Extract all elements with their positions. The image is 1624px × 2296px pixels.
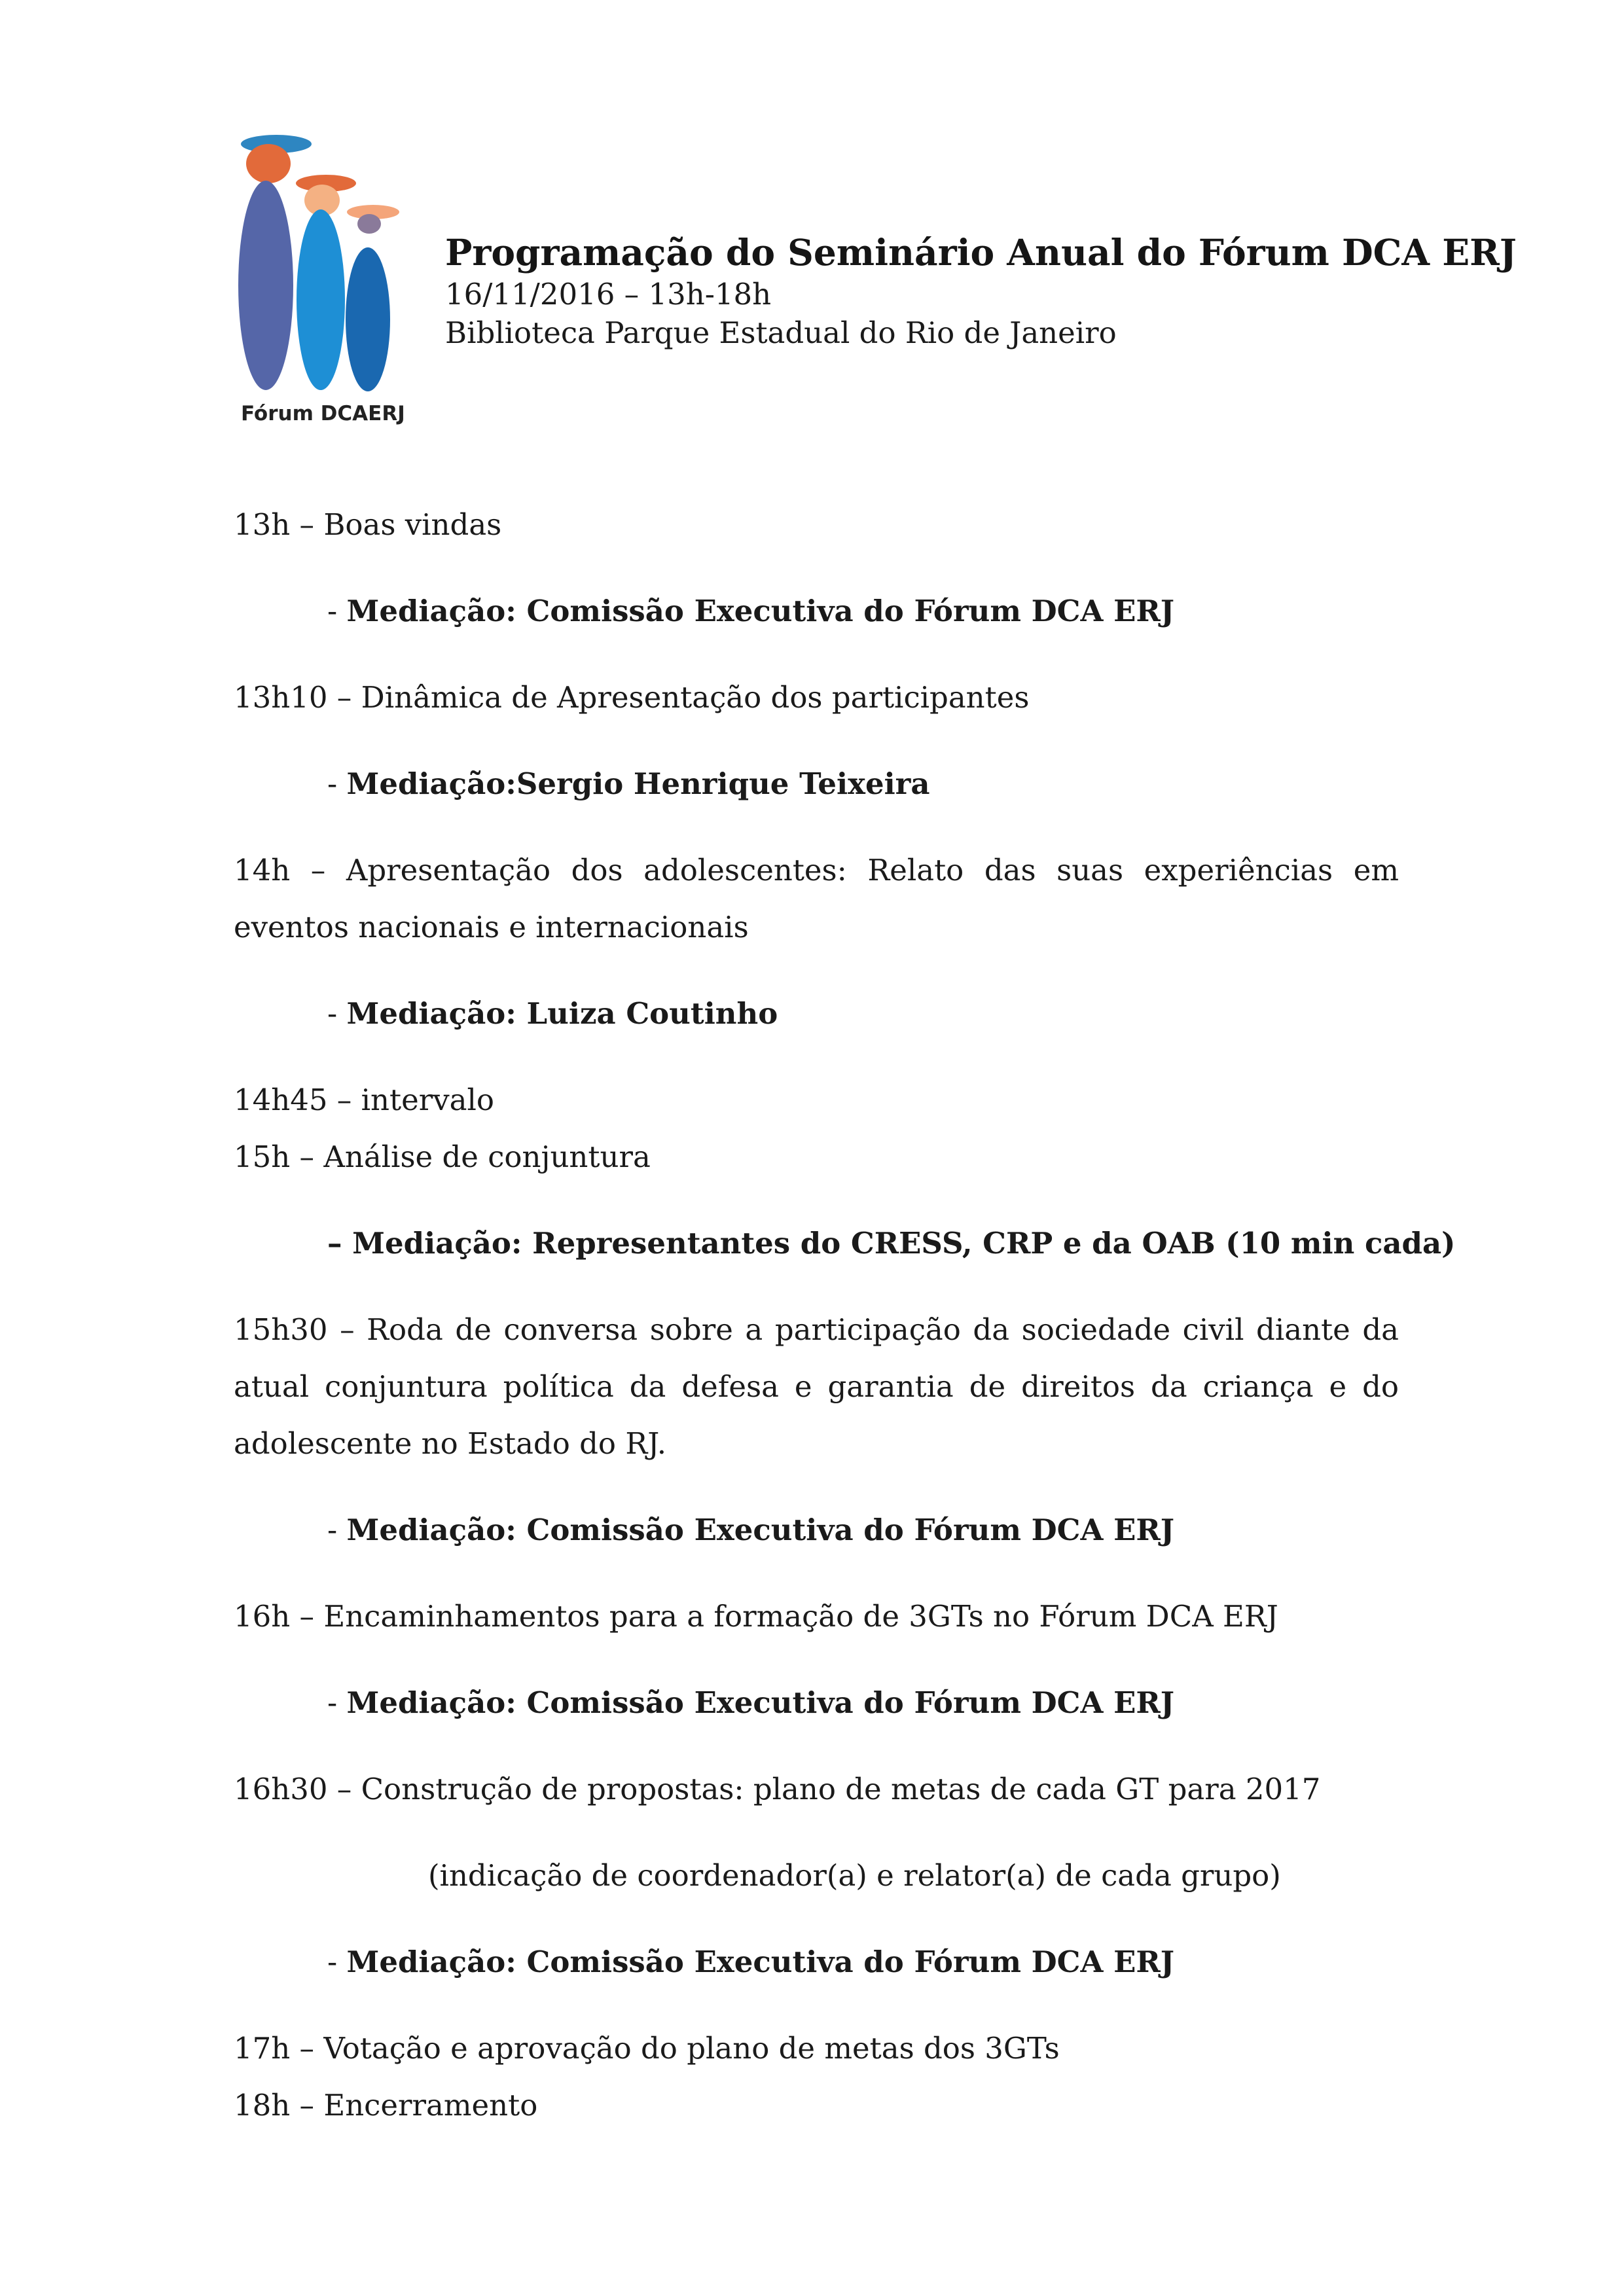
mediation-line <box>234 1933 1399 1990</box>
mediation-dash: - <box>327 1513 347 1547</box>
logo-head-right <box>357 214 381 234</box>
schedule-item: 13h10 – Dinâmica de Apresentação dos participantes <box>234 680 1030 715</box>
schedule-item: 18h – Encerramento <box>234 2088 538 2123</box>
logo-body-left <box>238 181 293 390</box>
mediation-label: Mediação: Comissão Executiva do Fórum DCA ERJ <box>346 1513 1175 1547</box>
mediation-label: Mediação: Comissão Executiva do Fórum DCA ERJ <box>346 1945 1175 1979</box>
schedule-item: 15h30 – Roda de conversa sobre a participação da sociedade civil diante da atual conjuntura política da defesa e garantia de direitos da criança e do adolescente no Estado do RJ. <box>234 1312 1399 1461</box>
logo-figures-graphic <box>234 128 424 397</box>
event-date-time: 16/11/2016 – 13h-18h <box>445 277 772 312</box>
mediation-line <box>234 755 1399 812</box>
schedule-item-note: (indicação de coordenador(a) e relator(a) de cada grupo) <box>428 1858 1281 1893</box>
schedule-item: 14h – Apresentação dos adolescentes: Relato das suas experiências em eventos nacionais e internacionais <box>234 853 1399 944</box>
document-header <box>445 230 1517 352</box>
logo-text: Fórum DCAERJ <box>241 402 405 425</box>
mediation-label: Mediação: Representantes do CRESS, CRP e da OAB (10 min cada) <box>352 1226 1456 1261</box>
logo-body-right <box>346 247 390 391</box>
mediation-dash: - <box>327 766 347 801</box>
schedule-item: 16h30 – Construção de propostas: plano de metas de cada GT para 2017 <box>234 1772 1321 1806</box>
logo-head-left <box>246 144 291 183</box>
mediation-dash: - <box>327 1945 347 1979</box>
mediation-label: Mediação: Luiza Coutinho <box>346 996 778 1031</box>
mediation-dash: - <box>327 1685 347 1720</box>
mediation-line <box>234 1215 1456 1272</box>
forum-dcaerj-logo <box>234 128 424 436</box>
mediation-label: Mediação: Comissão Executiva do Fórum DCA ERJ <box>346 594 1175 628</box>
mediation-dash: - <box>327 996 347 1031</box>
mediation-label: Mediação:Sergio Henrique Teixeira <box>346 766 930 801</box>
schedule-item: 13h – Boas vindas <box>234 507 502 542</box>
page-title: Programação do Seminário Anual do Fórum DCA ERJ <box>445 231 1517 274</box>
event-location: Biblioteca Parque Estadual do Rio de Janeiro <box>445 315 1117 350</box>
mediation-dash: – <box>327 1226 353 1261</box>
schedule-item: 17h – Votação e aprovação do plano de metas dos 3GTs <box>234 2031 1060 2066</box>
mediation-line <box>234 985 1399 1042</box>
mediation-line <box>234 583 1399 639</box>
mediation-line <box>234 1674 1399 1731</box>
logo-body-mid <box>297 209 345 390</box>
schedule-item: 14h45 – intervalo <box>234 1083 494 1117</box>
schedule-item: 15h – Análise de conjuntura <box>234 1139 651 1174</box>
mediation-label: Mediação: Comissão Executiva do Fórum DCA ERJ <box>346 1685 1175 1720</box>
schedule-item: 16h – Encaminhamentos para a formação de 3GTs no Fórum DCA ERJ <box>234 1599 1278 1634</box>
mediation-dash: - <box>327 594 347 628</box>
mediation-line <box>234 1501 1399 1558</box>
schedule <box>234 496 1456 2134</box>
